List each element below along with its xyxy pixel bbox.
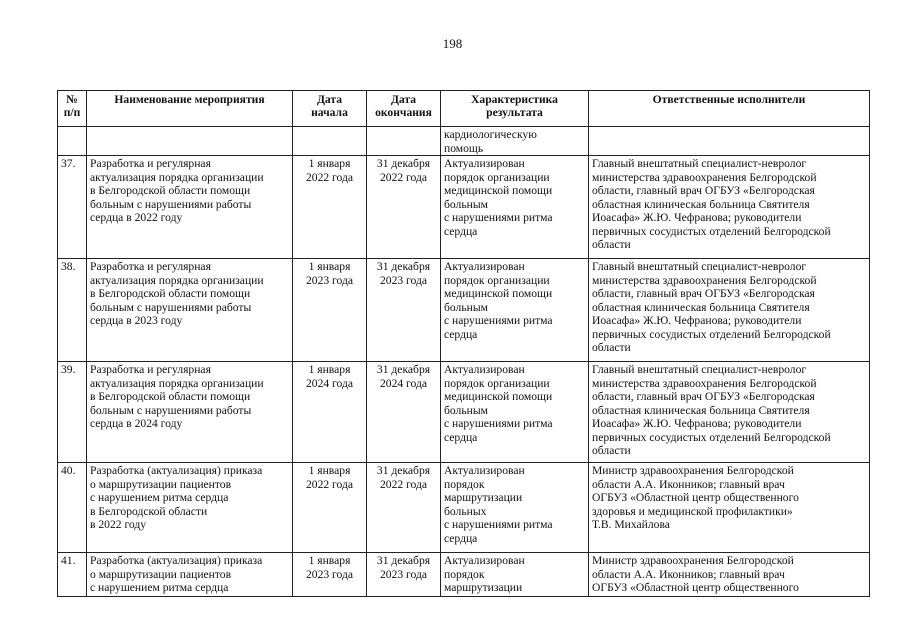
header-end-date: Дата окончания: [367, 91, 441, 127]
table-row: [58, 362, 870, 463]
page-number: 198: [442, 36, 463, 51]
cell-start-date: [293, 127, 367, 156]
measures-table: [57, 90, 870, 597]
cell-num: 38.: [58, 259, 87, 362]
header-responsible: Ответственные исполнители: [589, 91, 870, 127]
header-start-date: Дата начала: [293, 91, 367, 127]
cell-name: Разработка (актуализация) приказа о маршрутизации пациентов с нарушением ритма сердца в Белгородской области в 2022 году: [87, 463, 293, 553]
cell-name: Разработка (актуализация) приказа о маршрутизации пациентов с нарушением ритма сердца: [87, 553, 293, 597]
cell-end-date: 31 декабря 2023 года: [367, 553, 441, 597]
cell-start-date: 1 января 2022 года: [293, 463, 367, 553]
cell-num: 39.: [58, 362, 87, 463]
cell-end-date: 31 декабря 2023 года: [367, 259, 441, 362]
cell-name: [87, 127, 293, 156]
cell-name: Разработка и регулярная актуализация порядка организации в Белгородской области помощи больным с нарушениями работы сердца в 2024 году: [87, 362, 293, 463]
cell-characteristic: Актуализирован порядок маршрутизации: [441, 553, 589, 597]
table-row: [58, 156, 870, 259]
cell-characteristic: кардиологическую помощь: [441, 127, 589, 156]
table-header-row: [58, 91, 870, 127]
cell-start-date: 1 января 2024 года: [293, 362, 367, 463]
cell-num: 40.: [58, 463, 87, 553]
header-num: № п/п: [58, 91, 87, 127]
header-name: Наименование мероприятия: [87, 91, 293, 127]
table-row: [58, 463, 870, 553]
cell-end-date: 31 декабря 2024 года: [367, 362, 441, 463]
cell-num: 41.: [58, 553, 87, 597]
cell-num: [58, 127, 87, 156]
cell-characteristic: Актуализирован порядок организации медицинской помощи больным с нарушениями ритма сердца: [441, 362, 589, 463]
cell-responsible: Главный внештатный специалист-невролог министерства здравоохранения Белгородской области, главный врач ОГБУЗ «Белгородская областная клиническая больница Святителя Иоасафа» Ж.Ю. Чефранова; руководители первичных сосудистых отделений Белгородской области: [589, 362, 870, 463]
cell-num: 37.: [58, 156, 87, 259]
cell-name: Разработка и регулярная актуализация порядка организации в Белгородской области помощи больным с нарушениями работы сердца в 2023 году: [87, 259, 293, 362]
cell-responsible: Главный внештатный специалист-невролог министерства здравоохранения Белгородской области, главный врач ОГБУЗ «Белгородская областная клиническая больница Святителя Иоасафа» Ж.Ю. Чефранова; руководители первичных сосудистых отделений Белгородской области: [589, 156, 870, 259]
cell-responsible: Министр здравоохранения Белгородской области А.А. Иконников; главный врач ОГБУЗ «Областной центр общественного здоровья и медицинской профилактики» Т.В. Михайлова: [589, 463, 870, 553]
cell-responsible: [589, 127, 870, 156]
cell-name: Разработка и регулярная актуализация порядка организации в Белгородской области помощи больным с нарушениями работы сердца в 2022 году: [87, 156, 293, 259]
table-row: [58, 553, 870, 597]
table-row-continuation: [58, 127, 870, 156]
header-characteristic: Характеристика результата: [441, 91, 589, 127]
cell-end-date: 31 декабря 2022 года: [367, 156, 441, 259]
cell-start-date: 1 января 2023 года: [293, 259, 367, 362]
cell-end-date: [367, 127, 441, 156]
cell-start-date: 1 января 2022 года: [293, 156, 367, 259]
cell-characteristic: Актуализирован порядок организации медицинской помощи больным с нарушениями ритма сердца: [441, 259, 589, 362]
cell-responsible: Министр здравоохранения Белгородской области А.А. Иконников; главный врач ОГБУЗ «Областной центр общественного: [589, 553, 870, 597]
table-row: [58, 259, 870, 362]
cell-responsible: Главный внештатный специалист-невролог министерства здравоохранения Белгородской области, главный врач ОГБУЗ «Белгородская областная клиническая больница Святителя Иоасафа» Ж.Ю. Чефранова; руководители первичных сосудистых отделений Белгородской области: [589, 259, 870, 362]
cell-characteristic: Актуализирован порядок организации медицинской помощи больным с нарушениями ритма сердца: [441, 156, 589, 259]
cell-start-date: 1 января 2023 года: [293, 553, 367, 597]
cell-end-date: 31 декабря 2022 года: [367, 463, 441, 553]
cell-characteristic: Актуализирован порядок маршрутизации больных с нарушениями ритма сердца: [441, 463, 589, 553]
